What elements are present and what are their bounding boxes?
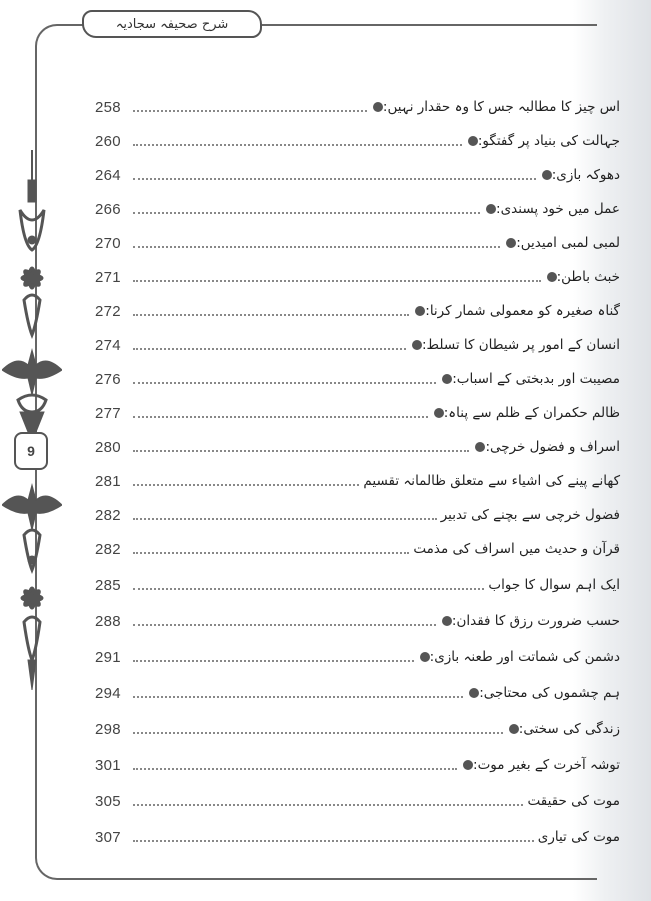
toc-page-number: 264	[95, 166, 121, 184]
dot-leader	[133, 840, 534, 842]
dot-leader	[133, 144, 462, 146]
bullet-icon	[509, 724, 519, 734]
toc-entry[interactable]	[95, 92, 620, 122]
toc-page-number: 298	[95, 720, 121, 738]
toc-page-number: 282	[95, 540, 121, 558]
bullet-icon	[373, 102, 383, 112]
toc-page-number: 294	[95, 684, 121, 702]
toc-page-number: 301	[95, 756, 121, 774]
toc-entry[interactable]	[95, 678, 620, 708]
toc-entry[interactable]	[95, 642, 620, 672]
toc-entry-title: ایک اہم سوال کا جواب	[488, 577, 620, 593]
toc-entry[interactable]	[95, 194, 620, 224]
toc-page-number: 270	[95, 234, 121, 252]
toc-entry[interactable]	[95, 750, 620, 780]
toc-entry-title: مصیبت اور بدبختی کے اسباب:	[452, 371, 620, 387]
toc-page-number: 274	[95, 336, 121, 354]
dot-leader	[133, 518, 437, 520]
toc-entry-title: اس چیز کا مطالبہ جس کا وہ حقدار نہیں:	[382, 99, 620, 115]
bullet-icon	[547, 272, 557, 282]
bullet-icon	[415, 306, 425, 316]
toc-page-number: 260	[95, 132, 121, 150]
bullet-icon	[434, 408, 444, 418]
bullet-icon	[442, 616, 452, 626]
toc-entry-title: دھوکہ بازی:	[551, 167, 620, 183]
toc-entry-title: ظالم حکمران کے ظلم سے پناہ:	[443, 405, 620, 421]
dot-leader	[133, 696, 463, 698]
dot-leader	[133, 212, 480, 214]
toc-entry-title: موت کی حقیقت	[527, 793, 620, 809]
toc-entry[interactable]	[95, 534, 620, 564]
dot-leader	[133, 588, 484, 590]
toc-entry[interactable]	[95, 364, 620, 394]
bullet-icon	[506, 238, 516, 248]
toc-entry[interactable]	[95, 714, 620, 744]
dot-leader	[133, 280, 541, 282]
toc-entry-title: عمل میں خود پسندی:	[496, 201, 620, 217]
toc-entry[interactable]	[95, 466, 620, 496]
toc-page-number: 271	[95, 268, 121, 286]
dot-leader	[133, 416, 428, 418]
toc-entry-title: لمبی لمبی امیدیں:	[516, 235, 620, 251]
toc-entry-title: حسب ضرورت رزق کا فقدان:	[451, 613, 620, 629]
toc-page-number: 272	[95, 302, 121, 320]
dot-leader	[133, 246, 500, 248]
dot-leader	[133, 624, 436, 626]
toc-entry-title: گناہ صغیرہ کو معمولی شمار کرنا:	[425, 303, 620, 319]
toc-entry[interactable]	[95, 228, 620, 258]
toc-entry-title: کھانے پینے کی اشیاء سے متعلق ظالمانہ تقسیم	[363, 473, 620, 489]
toc-entry[interactable]	[95, 822, 620, 852]
toc-page-number: 305	[95, 792, 121, 810]
toc-page-number: 285	[95, 576, 121, 594]
bullet-icon	[542, 170, 552, 180]
bullet-icon	[420, 652, 430, 662]
bullet-icon	[486, 204, 496, 214]
toc-page-number: 288	[95, 612, 121, 630]
dot-leader	[133, 768, 457, 770]
toc-page-number: 307	[95, 828, 121, 846]
dot-leader	[133, 314, 409, 316]
toc-entry[interactable]	[95, 606, 620, 636]
toc-entry-title: موت کی تیاری	[537, 829, 620, 845]
toc-entry-title: ہم چشموں کی محتاجی:	[479, 685, 620, 701]
toc-page-number: 277	[95, 404, 121, 422]
bullet-icon	[468, 136, 478, 146]
bullet-icon	[442, 374, 452, 384]
toc-entry-title: انسان کے امور پر شیطان کا تسلط:	[421, 337, 620, 353]
toc-entry[interactable]	[95, 786, 620, 816]
toc-entry[interactable]	[95, 296, 620, 326]
running-title-tab	[82, 10, 262, 38]
toc-page-number: 282	[95, 506, 121, 524]
bullet-icon	[463, 760, 473, 770]
page-number-medallion	[14, 432, 48, 470]
toc-entry[interactable]	[95, 500, 620, 530]
toc-page-number: 258	[95, 98, 121, 116]
toc-entry[interactable]	[95, 570, 620, 600]
toc-entry-title: قرآن و حدیث میں اسراف کی مذمت	[413, 541, 620, 557]
running-title: شرح صحیفہ سجادیہ	[115, 16, 229, 32]
toc-page-number: 266	[95, 200, 121, 218]
dot-leader	[133, 804, 523, 806]
dot-leader	[133, 484, 359, 486]
bullet-icon	[475, 442, 485, 452]
dot-leader	[133, 110, 367, 112]
toc-entry-title: توشہ آخرت کے بغیر موت:	[473, 757, 620, 773]
toc-entry[interactable]	[95, 330, 620, 360]
toc-entry-title: جہالت کی بنیاد پر گفتگو:	[477, 133, 620, 149]
bullet-icon	[469, 688, 479, 698]
toc-entry[interactable]	[95, 398, 620, 428]
floral-ornament-icon	[2, 150, 62, 690]
page-number: 9	[27, 443, 35, 459]
toc-page-number: 280	[95, 438, 121, 456]
toc-entry[interactable]	[95, 160, 620, 190]
toc-page-number: 281	[95, 472, 121, 490]
toc-entry-title: زندگی کی سختی:	[518, 721, 620, 737]
toc-entry[interactable]	[95, 126, 620, 156]
dot-leader	[133, 178, 536, 180]
bullet-icon	[412, 340, 422, 350]
dot-leader	[133, 660, 414, 662]
dot-leader	[133, 348, 406, 350]
toc-page-number: 291	[95, 648, 121, 666]
dot-leader	[133, 732, 503, 734]
toc-entry[interactable]	[95, 432, 620, 462]
dot-leader	[133, 450, 469, 452]
toc-entry-title: دشمن کی شماتت اور طعنہ بازی:	[429, 649, 620, 665]
toc-entry-title: اسراف و فضول خرچی:	[485, 439, 620, 455]
toc-entry[interactable]	[95, 262, 620, 292]
dot-leader	[133, 382, 436, 384]
toc-entry-title: خبث باطن:	[556, 269, 620, 285]
toc-entry-title: فضول خرچی سے بچنے کی تدبیر	[440, 507, 620, 523]
dot-leader	[133, 552, 409, 554]
toc-page-number: 276	[95, 370, 121, 388]
